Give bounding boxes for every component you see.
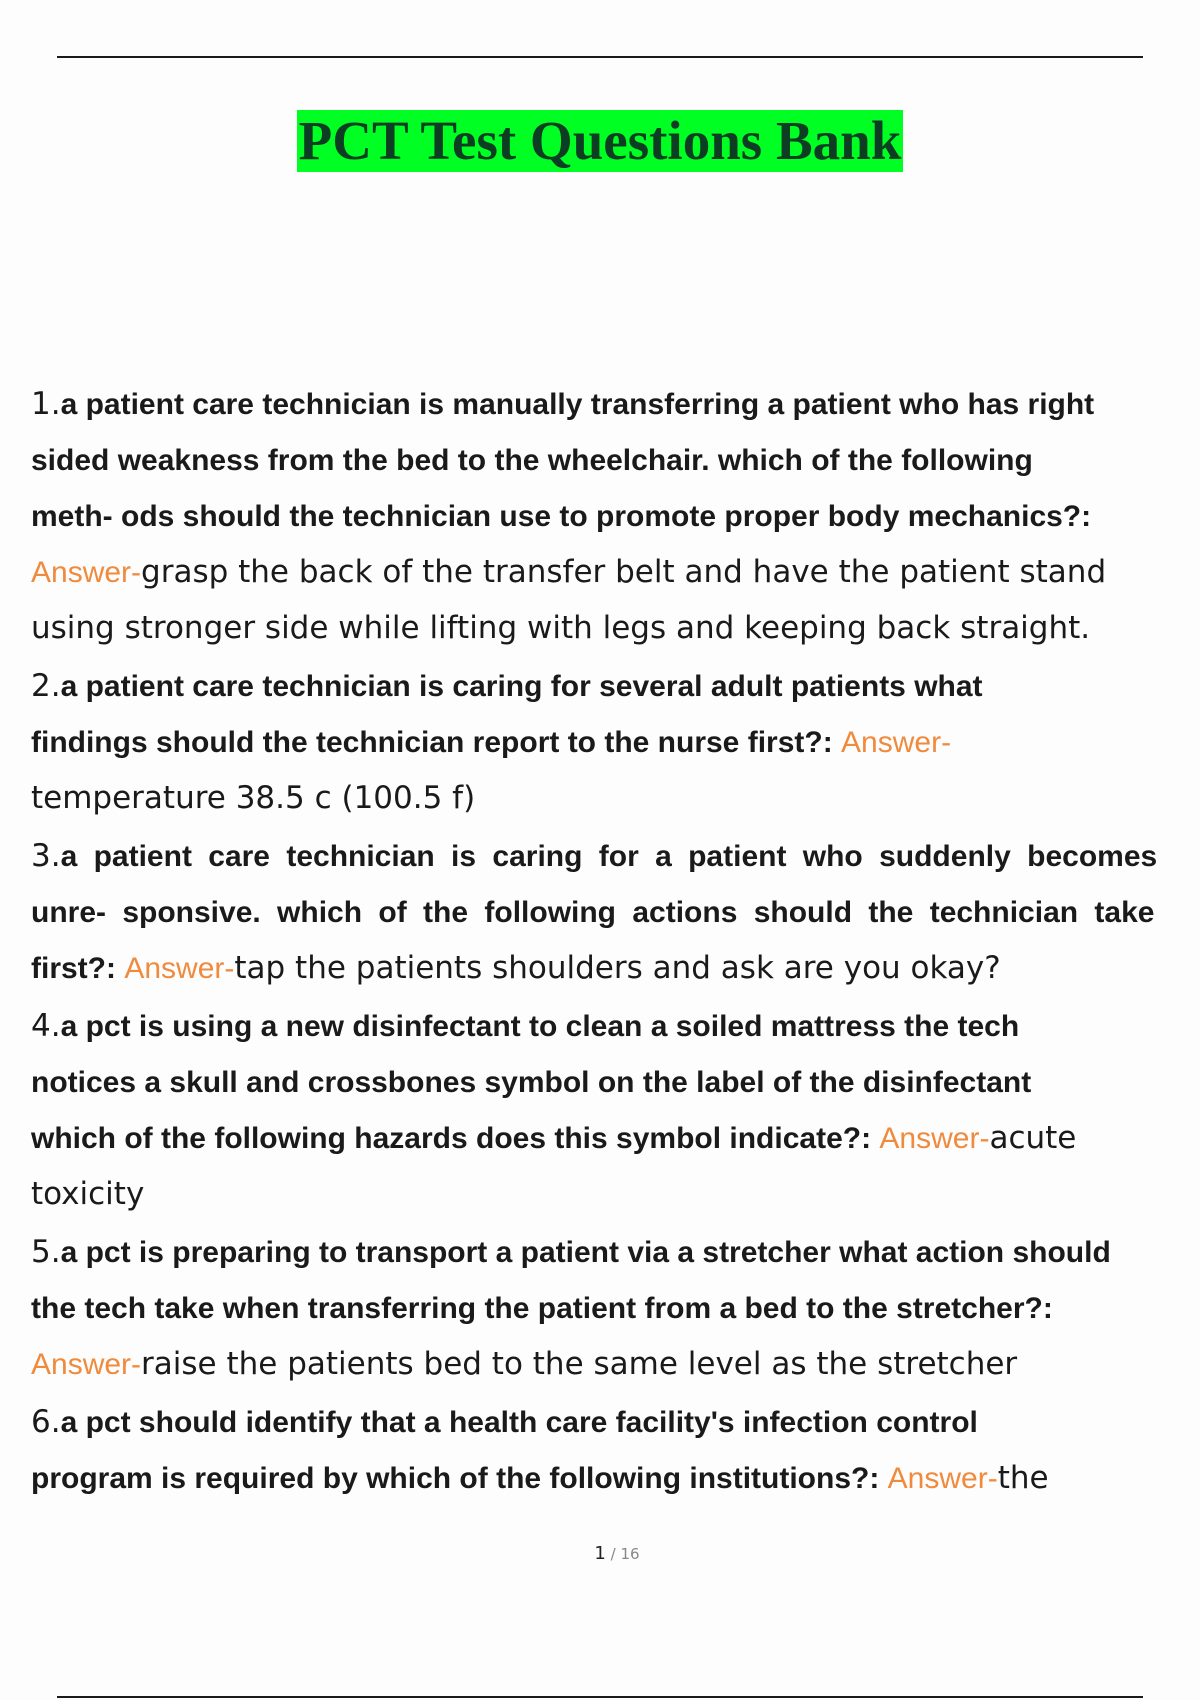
- question-number: 2.: [31, 668, 61, 704]
- answer-text: toxicity: [31, 1176, 145, 1212]
- question-number: 6.: [31, 1404, 61, 1440]
- answer-text: raise the patients bed to the same level as the stretcher: [141, 1346, 1018, 1382]
- answer-text: temperature 38.5 c (100.5 f): [31, 780, 476, 816]
- bottom-rule: [57, 1696, 1143, 1698]
- question-2-line-2: [31, 714, 1200, 770]
- question-2-answer-line-1: [31, 770, 1200, 828]
- answer-label: Answer-: [124, 952, 235, 985]
- answer-label: Answer-: [31, 556, 142, 589]
- question-text: sided weakness from the bed to the wheelchair. which of the following: [31, 444, 1033, 477]
- question-6-line-2: [31, 1450, 1200, 1506]
- question-text: unre- sponsive. which of the following actions should the technician take: [31, 896, 1155, 929]
- question-text: a pct is preparing to transport a patient via a stretcher what action should: [60, 1236, 1111, 1269]
- answer-text: tap the patients shoulders and ask are you okay?: [234, 950, 1001, 986]
- answer-label: Answer-: [887, 1462, 998, 1495]
- question-5-line-1: [31, 1224, 1200, 1280]
- answer-label: Answer-: [879, 1122, 990, 1155]
- question-text: a pct should identify that a health care facility's infection control: [60, 1406, 978, 1439]
- question-number: 4.: [31, 1008, 61, 1044]
- question-text: findings should the technician report to the nurse first?:: [31, 726, 842, 759]
- page-total: / 16: [605, 1545, 640, 1563]
- question-1-answer-line-1: [31, 544, 1200, 600]
- question-text: first?:: [31, 952, 125, 985]
- answer-text: acute: [989, 1120, 1077, 1156]
- question-list: [31, 376, 1200, 1506]
- top-rule: [57, 56, 1143, 58]
- question-4-line-2: [31, 1054, 1200, 1110]
- answer-text: the: [997, 1460, 1049, 1496]
- question-text: notices a skull and crossbones symbol on the label of the disinfectant: [31, 1066, 1032, 1099]
- question-text: a patient care technician is manually transferring a patient who has right: [60, 388, 1095, 421]
- question-3-line-2: [31, 884, 1200, 940]
- question-text: meth- ods should the technician use to promote proper body mechanics?:: [31, 500, 1092, 533]
- question-text: program is required by which of the following institutions?:: [31, 1462, 888, 1495]
- answer-label: Answer-: [31, 1348, 142, 1381]
- question-text: a patient care technician is caring for several adult patients what: [60, 670, 983, 703]
- question-3-line-3: [31, 940, 1200, 998]
- question-text: which of the following hazards does this symbol indicate?:: [31, 1122, 880, 1155]
- question-text: a pct is using a new disinfectant to clean a soiled mattress the tech: [60, 1010, 1020, 1043]
- answer-text: using stronger side while lifting with legs and keeping back straight.: [31, 610, 1091, 646]
- question-5-line-2: [31, 1280, 1200, 1336]
- question-1-line-1: [31, 376, 1200, 432]
- document-title: PCT Test Questions Bank: [298, 110, 902, 171]
- question-1-answer-line-2: [31, 600, 1200, 658]
- question-1-line-2: [31, 432, 1200, 488]
- question-number: 1.: [31, 386, 61, 422]
- question-number: 3.: [31, 838, 61, 874]
- answer-text: grasp the back of the transfer belt and have the patient stand: [141, 554, 1107, 590]
- question-1-line-3: [31, 488, 1200, 544]
- question-3-line-1: [31, 828, 1200, 884]
- question-5-answer-line-1: [31, 1336, 1200, 1394]
- question-4-answer-line-2: [31, 1166, 1200, 1224]
- question-text: a patient care technician is caring for a patient who suddenly becomes: [60, 840, 1158, 873]
- question-6-line-1: [31, 1394, 1200, 1450]
- question-number: 5.: [31, 1234, 61, 1270]
- question-text: the tech take when transferring the patient from a bed to the stretcher?:: [31, 1292, 1053, 1325]
- question-4-line-3: [31, 1110, 1200, 1166]
- title-container: [0, 110, 1200, 172]
- answer-label: Answer-: [841, 726, 952, 759]
- question-2-line-1: [31, 658, 1200, 714]
- question-4-line-1: [31, 998, 1200, 1054]
- page-current: 1: [594, 1543, 606, 1564]
- page-indicator: [0, 1543, 1200, 1564]
